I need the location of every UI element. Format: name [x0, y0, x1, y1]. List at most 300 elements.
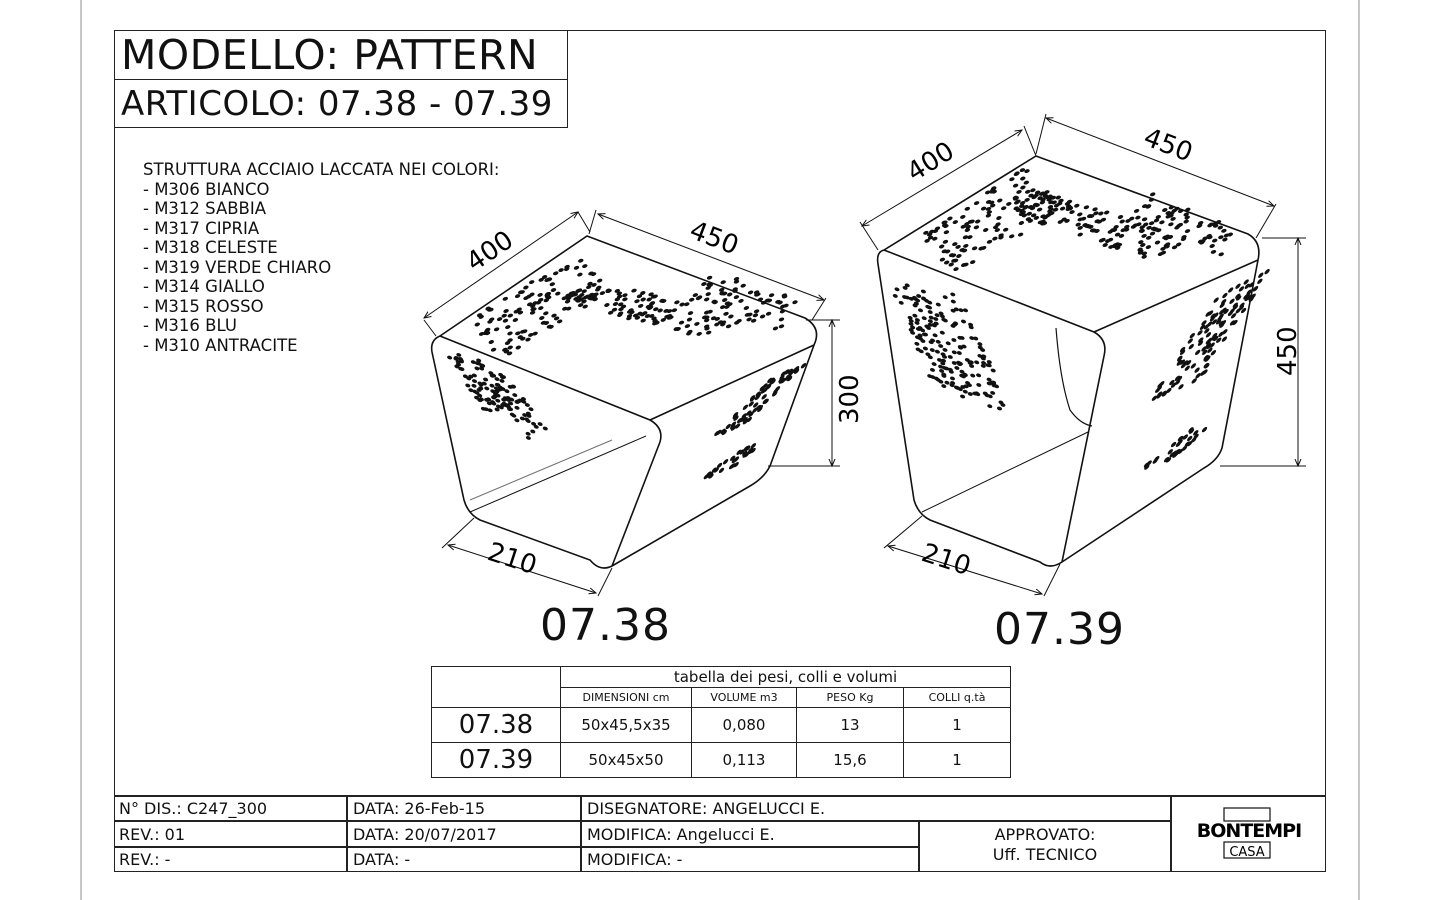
perforation-hole — [742, 404, 749, 411]
perforation-hole — [947, 354, 953, 359]
perforation-hole — [573, 265, 579, 270]
perforation-hole — [1009, 177, 1015, 182]
perforation-hole — [976, 382, 982, 387]
perforation-hole — [499, 378, 505, 383]
perforation-hole — [578, 258, 584, 263]
perforation-hole — [543, 311, 549, 316]
perforation-hole — [1195, 372, 1202, 379]
perforation-hole — [938, 343, 944, 348]
table-corner — [432, 667, 561, 708]
perforation-hole — [471, 383, 477, 388]
perforation-hole — [622, 297, 628, 302]
dim-small-base: 210 — [483, 537, 541, 581]
perforation-hole — [505, 324, 511, 329]
perforation-hole — [1209, 243, 1215, 248]
perforation-hole — [1102, 242, 1108, 247]
perforation-hole — [515, 345, 521, 350]
perforation-hole — [679, 302, 685, 307]
perforation-hole — [920, 289, 926, 294]
perforation-hole — [778, 317, 784, 322]
perforation-hole — [974, 360, 980, 365]
spec-color: - M319 VERDE CHIARO — [143, 257, 332, 277]
perforation-hole — [1188, 343, 1195, 350]
perforation-hole — [640, 297, 646, 302]
dim-large-width: 450 — [1139, 122, 1197, 169]
perforation-hole — [1012, 183, 1018, 188]
perforation-hole — [719, 304, 725, 309]
perforation-hole — [985, 213, 991, 218]
perforation-hole — [951, 337, 957, 342]
perforation-hole — [1170, 441, 1177, 448]
perforation-hole — [674, 300, 680, 305]
perforation-hole — [1149, 192, 1155, 197]
perforation-hole — [558, 267, 564, 272]
perforation-hole — [944, 380, 950, 385]
perforation-hole — [1024, 189, 1030, 194]
column-header: PESO Kg — [797, 688, 904, 708]
perforation-hole — [951, 350, 957, 355]
perforation-hole — [970, 373, 976, 378]
small-table-hole-pattern — [447, 258, 807, 480]
perforation-hole — [612, 301, 618, 306]
dim-large-height: 450 — [1273, 326, 1303, 376]
perforation-hole — [733, 294, 739, 299]
perforation-hole — [687, 310, 693, 315]
perforation-hole — [599, 290, 605, 295]
bontempi-logo — [1180, 806, 1318, 862]
perforation-hole — [992, 236, 998, 241]
perforation-hole — [562, 306, 568, 311]
column-header: COLLI q.tà — [904, 688, 1011, 708]
column-header: VOLUME m3 — [692, 688, 797, 708]
perforation-hole — [585, 284, 591, 289]
perforation-hole — [892, 293, 898, 298]
perforation-hole — [1189, 332, 1196, 339]
perforation-hole — [555, 291, 561, 296]
spec-color: - M312 SABBIA — [143, 199, 267, 218]
perforation-hole — [502, 318, 508, 323]
spec-color: - M310 ANTRACITE — [143, 335, 298, 355]
date-1: DATA: 26-Feb-15 — [353, 798, 486, 818]
perforation-hole — [631, 288, 637, 293]
perforation-hole — [447, 355, 453, 360]
perforation-hole — [939, 330, 945, 335]
perforation-hole — [942, 239, 948, 244]
perforation-hole — [931, 362, 937, 367]
perforation-hole — [542, 426, 548, 431]
perforation-hole — [501, 313, 507, 318]
perforation-hole — [596, 278, 602, 283]
perforation-hole — [577, 272, 583, 277]
perforation-hole — [720, 280, 726, 285]
perforation-hole — [962, 389, 968, 394]
perforation-hole — [539, 315, 545, 320]
perforation-hole — [525, 337, 531, 342]
perforation-hole — [688, 297, 694, 302]
large-table-inner-curve — [1056, 328, 1092, 426]
perforation-hole — [1103, 210, 1109, 215]
perforation-hole — [950, 292, 956, 297]
perforation-hole — [515, 331, 521, 336]
perforation-hole — [917, 308, 923, 313]
perforation-hole — [1187, 337, 1194, 344]
code-label-large: 07.39 — [994, 604, 1125, 655]
perforation-hole — [514, 293, 520, 298]
perforation-hole — [1092, 207, 1098, 212]
perforation-hole — [914, 341, 920, 346]
perforation-hole — [503, 308, 509, 313]
spec-color: - M318 CELESTE — [143, 238, 278, 257]
perforation-hole — [1018, 220, 1024, 225]
designer: DISEGNATORE: ANGELUCCI E. — [587, 798, 826, 818]
perforation-hole — [488, 339, 494, 344]
perforation-hole — [987, 404, 993, 409]
perforation-hole — [705, 291, 711, 296]
perforation-hole — [694, 321, 700, 326]
spec-color: - M314 GIALLO — [143, 277, 265, 296]
perforation-hole — [894, 287, 900, 292]
perforation-hole — [938, 244, 944, 249]
perforation-hole — [549, 282, 555, 287]
perforation-hole — [949, 376, 955, 381]
perforation-hole — [1077, 232, 1083, 237]
large-table-outline — [878, 156, 1259, 566]
perforation-hole — [512, 317, 518, 322]
perforation-hole — [1201, 426, 1208, 433]
perforation-hole — [929, 367, 935, 372]
perforation-hole — [1141, 217, 1147, 222]
perforation-hole — [960, 214, 966, 219]
perforation-hole — [1008, 234, 1014, 239]
perforation-hole — [514, 405, 520, 410]
perforation-hole — [1194, 349, 1201, 356]
code-label-small: 07.38 — [540, 600, 671, 651]
perforation-hole — [960, 394, 966, 399]
revision-2: REV.: - — [119, 850, 171, 869]
perforation-hole — [962, 235, 968, 240]
perforation-hole — [990, 368, 996, 373]
perforation-hole — [530, 429, 536, 434]
perforation-hole — [582, 263, 588, 268]
table-row — [432, 743, 1011, 778]
small-table-front-leg — [612, 442, 660, 566]
perforation-hole — [1138, 228, 1144, 233]
perforation-hole — [982, 227, 988, 232]
perforation-hole — [935, 302, 941, 307]
perforation-hole — [538, 305, 544, 310]
perforation-hole — [496, 316, 502, 321]
perforation-hole — [1177, 383, 1184, 390]
date-3: DATA: - — [353, 850, 411, 869]
large-table-front-leg — [1062, 356, 1104, 562]
perforation-hole — [550, 287, 556, 292]
perforation-hole — [778, 324, 784, 329]
perforation-hole — [490, 347, 496, 352]
perforation-hole — [1149, 231, 1155, 236]
perforation-hole — [969, 336, 975, 341]
perforation-hole — [792, 300, 798, 305]
perforation-hole — [765, 311, 771, 316]
perforation-hole — [725, 324, 731, 329]
perforation-hole — [1145, 244, 1151, 249]
perforation-hole — [956, 253, 962, 258]
date-2: DATA: 20/07/2017 — [353, 824, 497, 844]
large-table-hole-pattern — [892, 167, 1270, 470]
row-cell: 50x45x50 — [561, 743, 692, 778]
dim-large-base: 210 — [917, 538, 975, 582]
perforation-hole — [752, 313, 758, 318]
perforation-hole — [954, 365, 960, 370]
small-table-top-front-edge — [440, 336, 661, 442]
dim-large-depth: 400 — [901, 136, 960, 188]
row-cell: 1 — [904, 708, 1011, 743]
perforation-hole — [977, 342, 983, 347]
perforation-hole — [941, 384, 947, 389]
perforation-hole — [1168, 222, 1174, 227]
row-cell: 1 — [904, 743, 1011, 778]
perforation-hole — [507, 313, 513, 318]
perforation-hole — [932, 333, 938, 338]
perforation-hole — [1017, 232, 1023, 237]
perforation-hole — [942, 295, 948, 300]
perforation-hole — [1211, 238, 1217, 243]
perforation-hole — [967, 391, 973, 396]
row-cell: 0,080 — [692, 708, 797, 743]
perforation-hole — [1036, 207, 1042, 212]
small-table-inner-edge — [470, 440, 612, 500]
perforation-hole — [942, 347, 948, 352]
perforation-hole — [958, 308, 964, 313]
perforation-hole — [759, 314, 765, 319]
perforation-hole — [1159, 220, 1165, 225]
revision-1: REV.: 01 — [119, 824, 186, 844]
perforation-hole — [933, 316, 939, 321]
perforation-hole — [465, 383, 471, 388]
perforation-hole — [1119, 219, 1125, 224]
table-row — [432, 708, 1011, 743]
perforation-hole — [723, 311, 729, 316]
perforation-hole — [512, 393, 518, 398]
perforation-hole — [1083, 205, 1089, 210]
perforation-hole — [1135, 215, 1141, 220]
perforation-hole — [1191, 377, 1198, 384]
dim-small-height: 300 — [835, 374, 865, 424]
perforation-hole — [1000, 206, 1006, 211]
perforation-hole — [963, 243, 969, 248]
perforation-hole — [637, 303, 643, 308]
perforation-hole — [1154, 240, 1160, 245]
perforation-hole — [726, 292, 732, 297]
perforation-hole — [922, 346, 928, 351]
row-code: 07.38 — [432, 708, 561, 743]
spec-color: - M316 BLU — [143, 316, 237, 335]
perforation-hole — [950, 299, 956, 304]
perforation-hole — [1030, 188, 1036, 193]
perforation-hole — [973, 225, 979, 230]
logo-brand: BONTEMPI — [1196, 820, 1302, 842]
column-header: DIMENSIONI cm — [561, 688, 692, 708]
perforation-hole — [552, 271, 558, 276]
perforation-hole — [743, 305, 749, 310]
perforation-hole — [1074, 203, 1080, 208]
perforation-hole — [706, 275, 712, 280]
perforation-hole — [1218, 252, 1224, 257]
perforation-hole — [703, 297, 709, 302]
perforation-hole — [960, 319, 966, 324]
perforation-hole — [514, 418, 520, 423]
perforation-hole — [772, 326, 778, 331]
model-title: MODELLO: PATTERN — [121, 31, 539, 79]
perforation-hole — [1190, 362, 1197, 369]
perforation-hole — [898, 300, 904, 305]
perforation-hole — [728, 314, 734, 319]
title-block-row-line — [114, 846, 919, 848]
perforation-hole — [1117, 214, 1123, 219]
perforation-hole — [471, 379, 477, 384]
title-block-col-line — [1170, 795, 1172, 872]
perforation-hole — [997, 198, 1003, 203]
perforation-hole — [952, 219, 958, 224]
perforation-hole — [934, 349, 940, 354]
perforation-hole — [502, 296, 508, 301]
spec-title: STRUTTURA ACCIAIO LACCATA NEI COLORI: — [143, 160, 500, 179]
perforation-hole — [1023, 180, 1029, 185]
perforation-hole — [705, 330, 711, 335]
drawing-number: N° DIS.: C247_300 — [119, 798, 268, 818]
perforation-hole — [622, 293, 628, 298]
perforation-hole — [640, 318, 646, 323]
perforation-hole — [1184, 228, 1190, 233]
perforation-hole — [1196, 329, 1203, 336]
perforation-hole — [1256, 278, 1263, 285]
perforation-hole — [718, 467, 725, 474]
dim-small-width: 450 — [685, 215, 743, 262]
perforation-hole — [528, 407, 534, 412]
perforation-hole — [986, 239, 992, 244]
perforation-hole — [1227, 286, 1234, 293]
perforation-hole — [1257, 272, 1264, 279]
perforation-hole — [927, 310, 933, 315]
perforation-hole — [976, 373, 982, 378]
perforation-hole — [525, 435, 531, 440]
perforation-hole — [523, 285, 529, 290]
row-cell: 13 — [797, 708, 904, 743]
drawing-large-table — [860, 114, 1306, 596]
approvato-label: APPROVATO: — [994, 824, 1096, 844]
small-table-inner-edge — [470, 436, 646, 512]
perforation-hole — [634, 299, 640, 304]
perforation-hole — [1264, 268, 1271, 275]
perforation-hole — [1059, 206, 1065, 211]
row-cell: 50x45,5x35 — [561, 708, 692, 743]
spec-color: - M315 ROSSO — [143, 296, 264, 316]
spec-color: - M306 BIANCO — [143, 179, 270, 199]
perforation-hole — [1098, 211, 1104, 216]
perforation-hole — [1016, 189, 1022, 194]
perforation-hole — [507, 331, 513, 336]
perforation-hole — [678, 320, 684, 325]
perforation-hole — [973, 200, 979, 205]
perforation-hole — [684, 323, 690, 328]
ufficio-label: Uff. TECNICO — [992, 844, 1098, 864]
perforation-hole — [528, 279, 534, 284]
perforation-hole — [964, 206, 970, 211]
perforation-hole — [507, 345, 513, 350]
perforation-hole — [738, 298, 744, 303]
perforation-hole — [971, 246, 977, 251]
modifica-1: MODIFICA: Angelucci E. — [587, 824, 775, 844]
perforation-hole — [722, 458, 729, 465]
perforation-hole — [935, 339, 941, 344]
perforation-hole — [1183, 219, 1189, 224]
perforation-hole — [740, 283, 746, 288]
logo-sub: CASA — [1229, 845, 1265, 860]
large-table-inner-edge — [922, 432, 1088, 512]
table-title: tabella dei pesi, colli e volumi — [561, 667, 1011, 688]
perforation-hole — [953, 266, 959, 271]
small-table-top-right-edge — [650, 345, 814, 420]
perforation-hole — [1020, 176, 1026, 181]
perforation-hole — [1077, 212, 1083, 217]
perforation-hole — [956, 350, 962, 355]
row-cell: 0,113 — [692, 743, 797, 778]
perforation-hole — [768, 293, 774, 298]
perforation-hole — [696, 331, 702, 336]
perforation-hole — [1213, 297, 1220, 304]
perforation-hole — [912, 313, 918, 318]
perforation-hole — [493, 327, 499, 332]
row-cell: 15,6 — [797, 743, 904, 778]
weights-table — [431, 666, 1011, 778]
perforation-hole — [1006, 201, 1012, 206]
perforation-hole — [996, 215, 1002, 220]
perforation-hole — [1228, 298, 1235, 305]
title-block — [114, 795, 1326, 872]
spec-color: - M317 CIPRIA — [143, 218, 260, 238]
perforation-hole — [686, 317, 692, 322]
article-title: ARTICOLO: 07.38 - 07.39 — [115, 79, 567, 128]
perforation-hole — [483, 377, 489, 382]
perforation-hole — [525, 431, 531, 436]
perforation-hole — [947, 216, 953, 221]
perforation-hole — [996, 406, 1002, 411]
perforation-hole — [1133, 208, 1139, 213]
perforation-hole — [1210, 249, 1216, 254]
perforation-hole — [604, 302, 610, 307]
perforation-hole — [980, 206, 986, 211]
perforation-hole — [929, 348, 935, 353]
perforation-hole — [974, 219, 980, 224]
perforation-hole — [747, 290, 753, 295]
perforation-hole — [969, 259, 975, 264]
perforation-hole — [537, 292, 543, 297]
modifica-2: MODIFICA: - — [587, 850, 683, 869]
perforation-hole — [753, 309, 759, 314]
perforation-hole — [474, 322, 480, 327]
perforation-hole — [921, 316, 927, 321]
perforation-hole — [484, 386, 490, 391]
perforation-hole — [1221, 292, 1228, 299]
perforation-hole — [1002, 227, 1008, 232]
perforation-hole — [939, 257, 945, 262]
row-code: 07.39 — [432, 743, 561, 778]
perforation-hole — [701, 281, 707, 286]
perforation-hole — [943, 230, 949, 235]
perforation-hole — [1221, 336, 1228, 343]
perforation-hole — [1194, 367, 1201, 374]
dim-small-depth: 400 — [461, 225, 520, 278]
perforation-hole — [945, 341, 951, 346]
